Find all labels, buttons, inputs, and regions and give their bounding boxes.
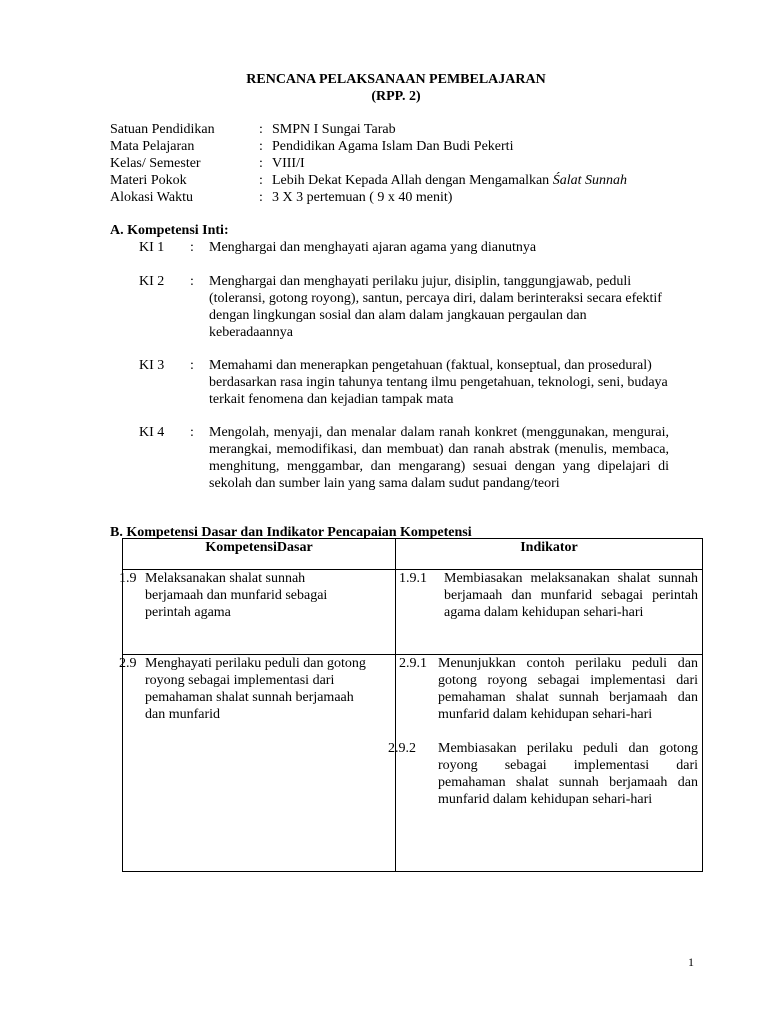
meta-value: VIII/I	[272, 156, 305, 171]
indicator-cell	[396, 570, 703, 655]
meta-value	[272, 172, 627, 189]
document-title: RENCANA PELAKSANAAN PEMBELAJARAN	[246, 72, 546, 87]
meta-value-text: Lebih Dekat Kepada Allah dengan Mengamalkan	[272, 173, 553, 188]
meta-label: Mata Pelajaran	[110, 139, 195, 154]
meta-label: Alokasi Waktu	[110, 190, 193, 205]
meta-colon: :	[259, 156, 263, 171]
meta-value-italic: Śalat Sunnah	[552, 173, 627, 188]
ki-text: Memahami dan menerapkan pengetahuan (faktual, konseptual, dan prosedural) berdasarkan rasa ingin tahunya tentang ilmu pengetahuan, teknologi, seni, budaya terkait fenomena dan kejadian tampak mata	[209, 358, 668, 407]
ki-label: KI 3	[139, 358, 165, 373]
meta-value: 3 X 3 pertemuan ( 9 x 40 menit)	[272, 190, 453, 205]
meta-colon: :	[259, 190, 263, 205]
ki-colon: :	[190, 358, 194, 373]
kd-number: 1.9	[119, 571, 137, 586]
kd-cell	[119, 655, 396, 872]
kd-cell	[119, 570, 396, 655]
ki-text: Menghargai dan menghayati perilaku jujur, disiplin, tanggungjawab, peduli (toleransi, gotong royong), santun, percaya diri, dalam berinteraksi secara efektif dengan lingkungan sosial dan alam dalam jangkauan pergaulan dan keberadaannya	[209, 274, 662, 340]
indicator-number: 2.9.1	[399, 656, 427, 671]
ki-text: Mengolah, menyaji, dan menalar dalam ranah konkret (menggunakan, mengurai, merangkai, memodifikasi, dan membuat) dan ranah abstrak (menulis, membaca, menghitung, menggambar, dan mengarang) sesuai dengan yang dipelajari di sekolah dan sumber lain yang sama dalam sudut pandang/teori	[209, 425, 669, 491]
ki-text: Menghargai dan menghayati ajaran agama yang dianutnya	[209, 240, 537, 255]
kd-number: 2.9	[119, 656, 137, 671]
indicator-text: Membiasakan perilaku peduli dan gotong royong sebagai implementasi dari pemahaman shalat sunnah berjamaah dan munfarid dalam kehidupan sehari-hari	[438, 741, 698, 807]
document-subtitle: (RPP. 2)	[371, 89, 421, 104]
meta-label: Satuan Pendidikan	[110, 122, 215, 137]
ki-label: KI 2	[139, 274, 165, 289]
indicator-number: 2.9.2	[388, 741, 416, 756]
meta-value: SMPN I Sungai Tarab	[272, 122, 396, 137]
section-a-heading: A. Kompetensi Inti:	[110, 223, 229, 238]
ki-label: KI 1	[139, 240, 165, 255]
ki-colon: :	[190, 274, 194, 289]
ki-colon: :	[190, 425, 194, 440]
meta-colon: :	[259, 122, 263, 137]
meta-label: Kelas/ Semester	[110, 156, 201, 171]
page-number: 1	[688, 955, 694, 969]
indicator-text: Menunjukkan contoh perilaku peduli dan gotong royong sebagai implementasi dari pemahaman shalat sunnah berjamaah dan munfarid dalam kehidupan sehari-hari	[438, 656, 698, 722]
meta-colon: :	[259, 139, 263, 154]
table-row	[123, 655, 703, 872]
indicator-text: Membiasakan melaksanakan shalat sunnah berjamaah dan munfarid sebagai perintah agama dalam kehidupan sehari-hari	[444, 571, 698, 620]
meta-colon: :	[259, 173, 263, 188]
kd-text: Melaksanakan shalat sunnah berjamaah dan munfarid sebagai perintah agama	[145, 571, 328, 620]
section-b-heading: B. Kompetensi Dasar dan Indikator Pencapaian Kompetensi	[110, 525, 472, 540]
table-header-kd: KompetensiDasar	[123, 539, 396, 570]
competency-table	[119, 538, 703, 872]
indicator-cell	[388, 655, 703, 872]
indicator-number: 1.9.1	[399, 571, 427, 586]
ki-label: KI 4	[139, 425, 165, 440]
kd-text: Menghayati perilaku peduli dan gotong royong sebagai implementasi dari pemahaman shalat sunnah berjamaah dan munfarid	[145, 656, 366, 722]
ki-colon: :	[190, 240, 194, 255]
meta-label: Materi Pokok	[110, 173, 187, 188]
table-header-indikator: Indikator	[396, 539, 703, 570]
meta-value: Pendidikan Agama Islam Dan Budi Pekerti	[272, 139, 514, 154]
table-row	[123, 570, 703, 655]
table-header-row	[123, 539, 703, 570]
